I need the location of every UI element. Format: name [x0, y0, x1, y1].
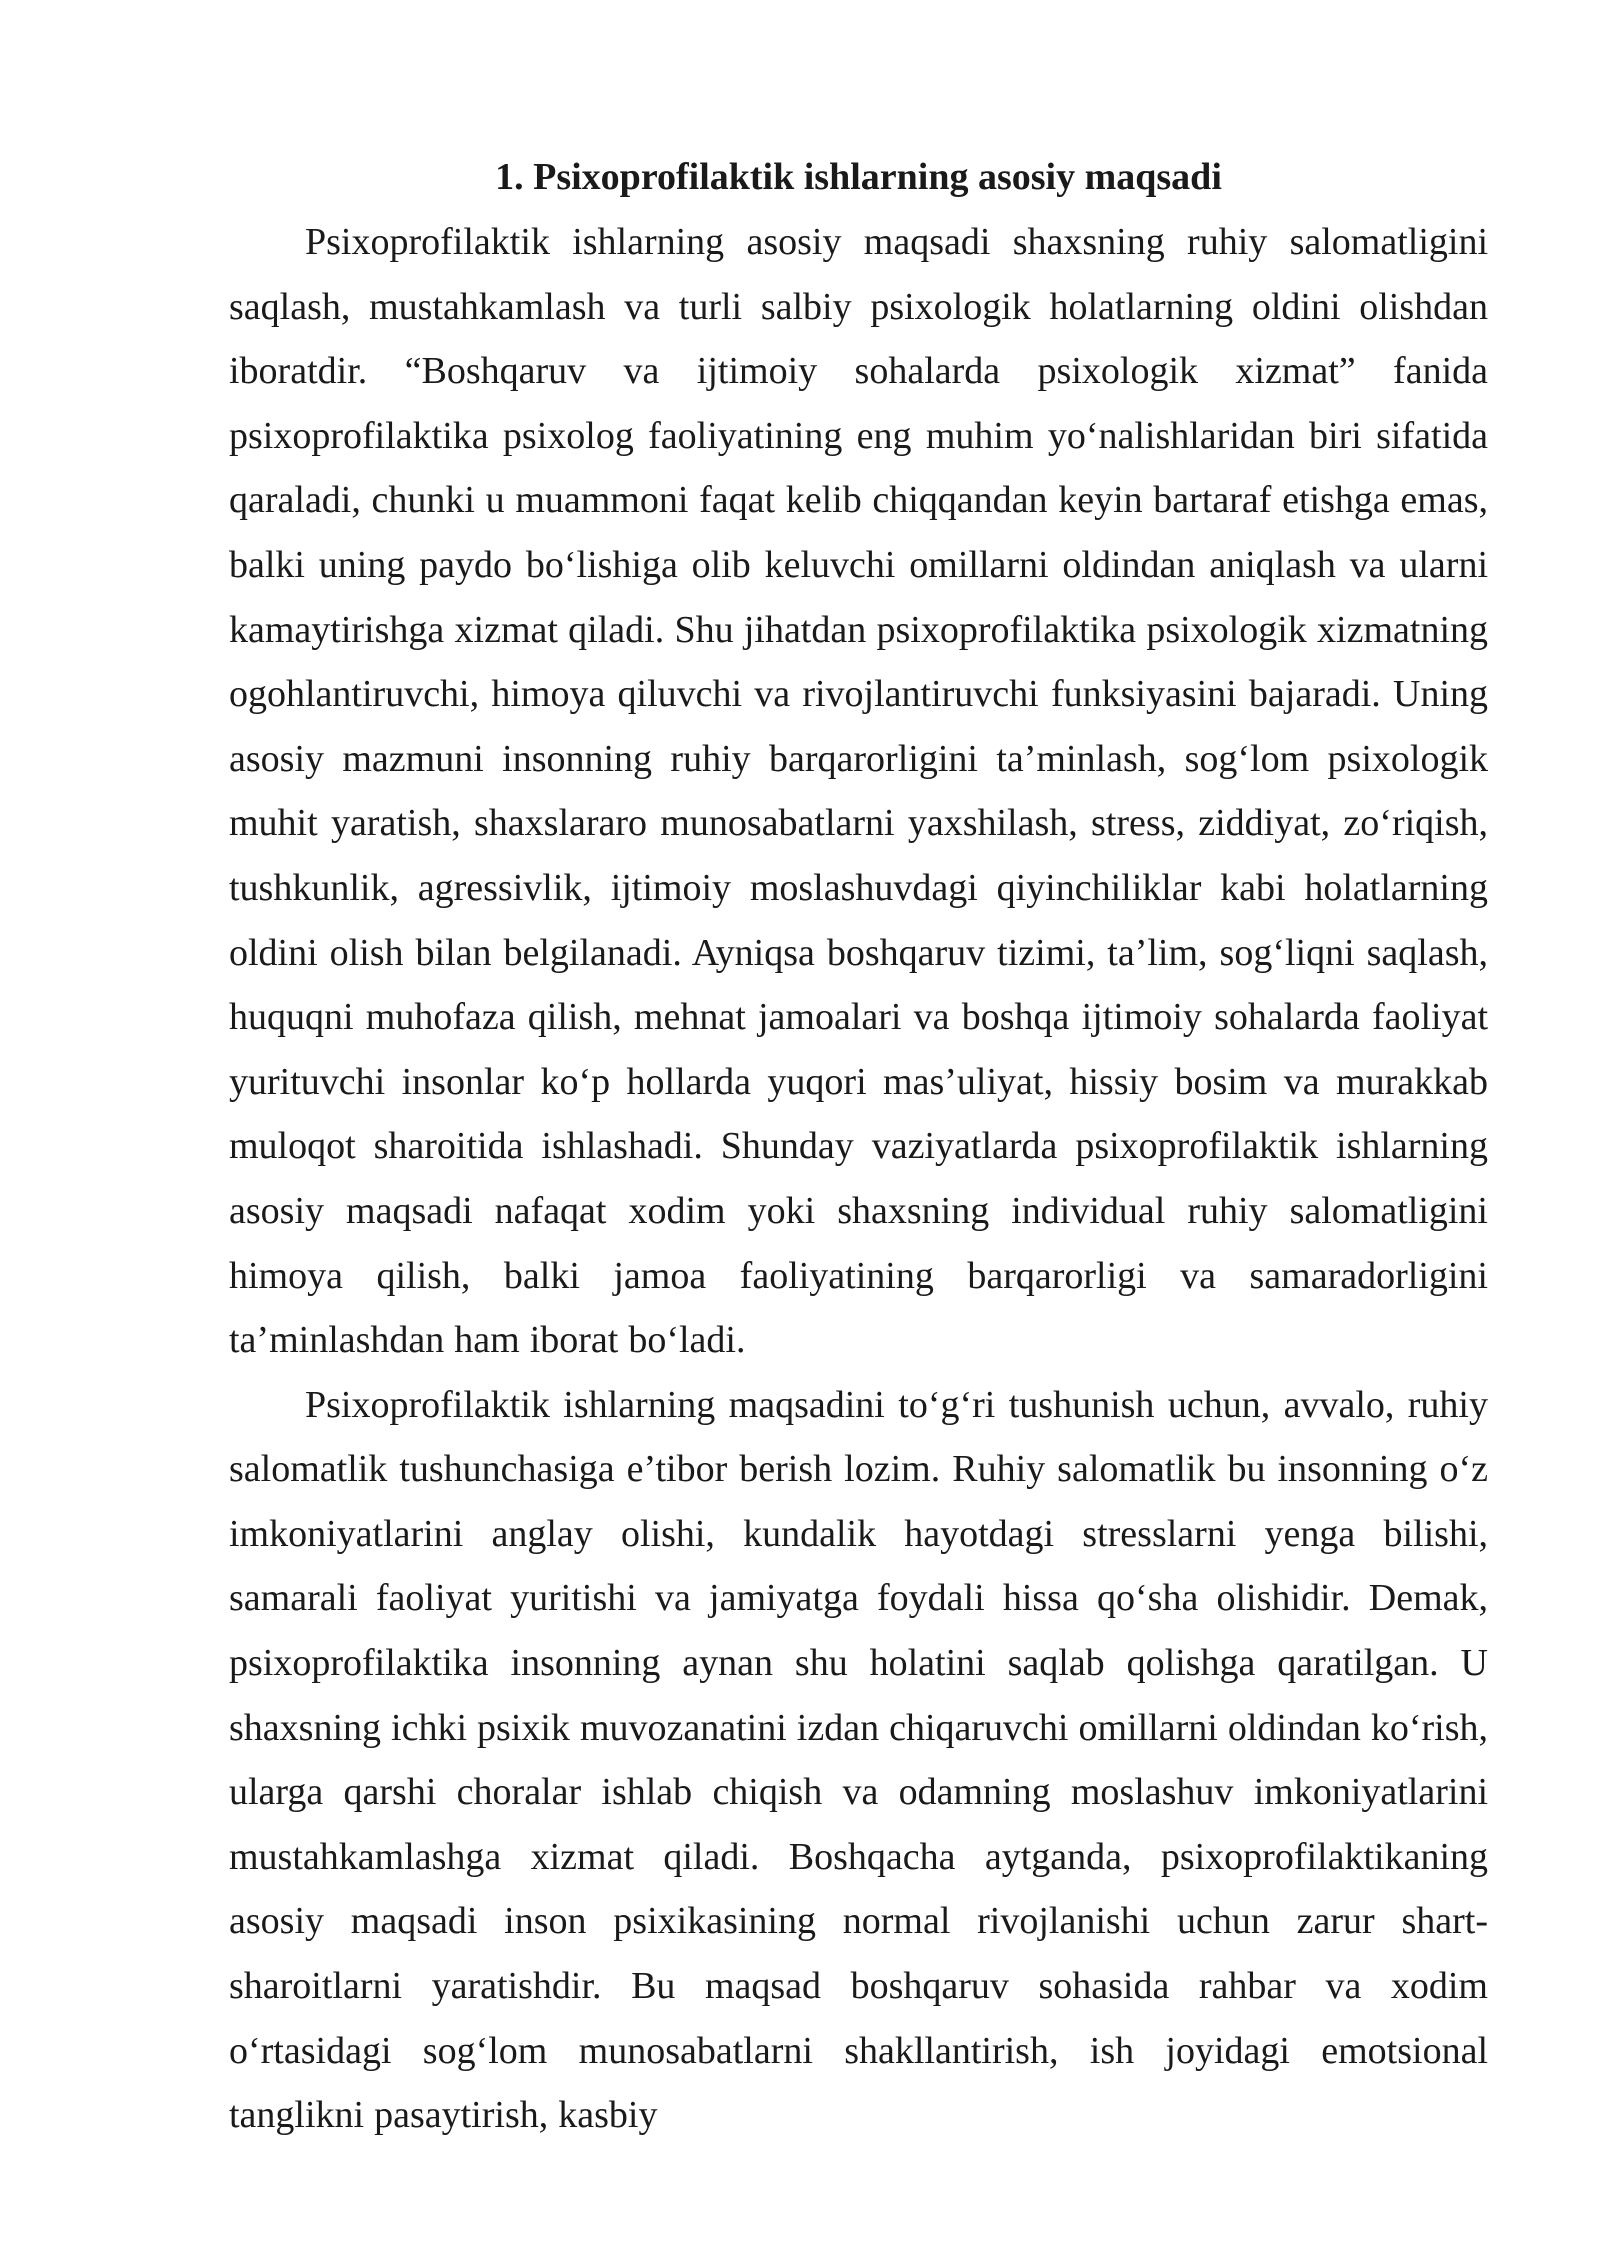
- paragraph-2: Psixoprofilaktik ishlarning maqsadini to‘g‘ri tushunish uchun, avvalo, ruhiy salomatlik tushunchasiga e’tibor berish lozim. Ruhiy salomatlik bu insonning o‘z imkoniyatlarini anglay olishi, kundalik hayotdagi stresslarni yenga bilishi, samarali faoliyat yuritishi va jamiyatga foydali hissa qo‘sha olishidir. Demak, psixoprofilaktika insonning aynan shu holatini saqlab qolishga qaratilgan. U shaxsning ichki psixik muvozanatini izdan chiqaruvchi omillarni oldindan ko‘rish, ularga qarshi choralar ishlab chiqish va odamning moslashuv imkoniyatlarini mustahkamlashga xizmat qiladi. Boshqacha aytganda, psixoprofilaktikaning asosiy maqsadi inson psixikasining normal rivojlanishi uchun zarur shart-sharoitlarni yaratishdir. Bu maqsad boshqaruv sohasida rahbar va xodim o‘rtasidagi sog‘lom munosabatlarni shakllantirish, ish joyidagi emotsional tanglikni pasaytirish, kasbiy: [229, 1383, 1488, 2137]
- section-heading: 1. Psixoprofilaktik ishlarning asosiy maqsadi: [495, 156, 1222, 198]
- document-page: [229, 150, 1488, 2148]
- paragraph-1: Psixoprofilaktik ishlarning asosiy maqsadi shaxsning ruhiy salomatligini saqlash, mustahkamlash va turli salbiy psixologik holatlarning oldini olishdan iboratdir. “Boshqaruv va ijtimoiy sohalarda psixologik xizmat” fanida psixoprofilaktika psixolog faoliyatining eng muhim yo‘nalishlaridan biri sifatida qaraladi, chunki u muammoni faqat kelib chiqqandan keyin bartaraf etishga emas, balki uning paydo bo‘lishiga olib keluvchi omillarni oldindan aniqlash va ularni kamaytirishga xizmat qiladi. Shu jihatdan psixoprofilaktika psixologik xizmatning ogohlantiruvchi, himoya qiluvchi va rivojlantiruvchi funksiyasini bajaradi. Uning asosiy mazmuni insonning ruhiy barqarorligini ta’minlash, sog‘lom psixologik muhit yaratish, shaxslararo munosabatlarni yaxshilash, stress, ziddiyat, zo‘riqish, tushkunlik, agressivlik, ijtimoiy moslashuvdagi qiyinchiliklar kabi holatlarning oldini olish bilan belgilanadi. Ayniqsa boshqaruv tizimi, ta’lim, sog‘liqni saqlash, huquqni muhofaza qilish, mehnat jamoalari va boshqa ijtimoiy sohalarda faoliyat yurituvchi insonlar ko‘p hollarda yuqori mas’uliyat, hissiy bosim va murakkab muloqot sharoitida ishlashadi. Shunday vaziyatlarda psixoprofilaktik ishlarning asosiy maqsadi nafaqat xodim yoki shaxsning individual ruhiy salomatligini himoya qilish, balki jamoa faoliyatining barqarorligi va samaradorligini ta’minlashdan ham iborat bo‘ladi.: [229, 221, 1488, 1362]
